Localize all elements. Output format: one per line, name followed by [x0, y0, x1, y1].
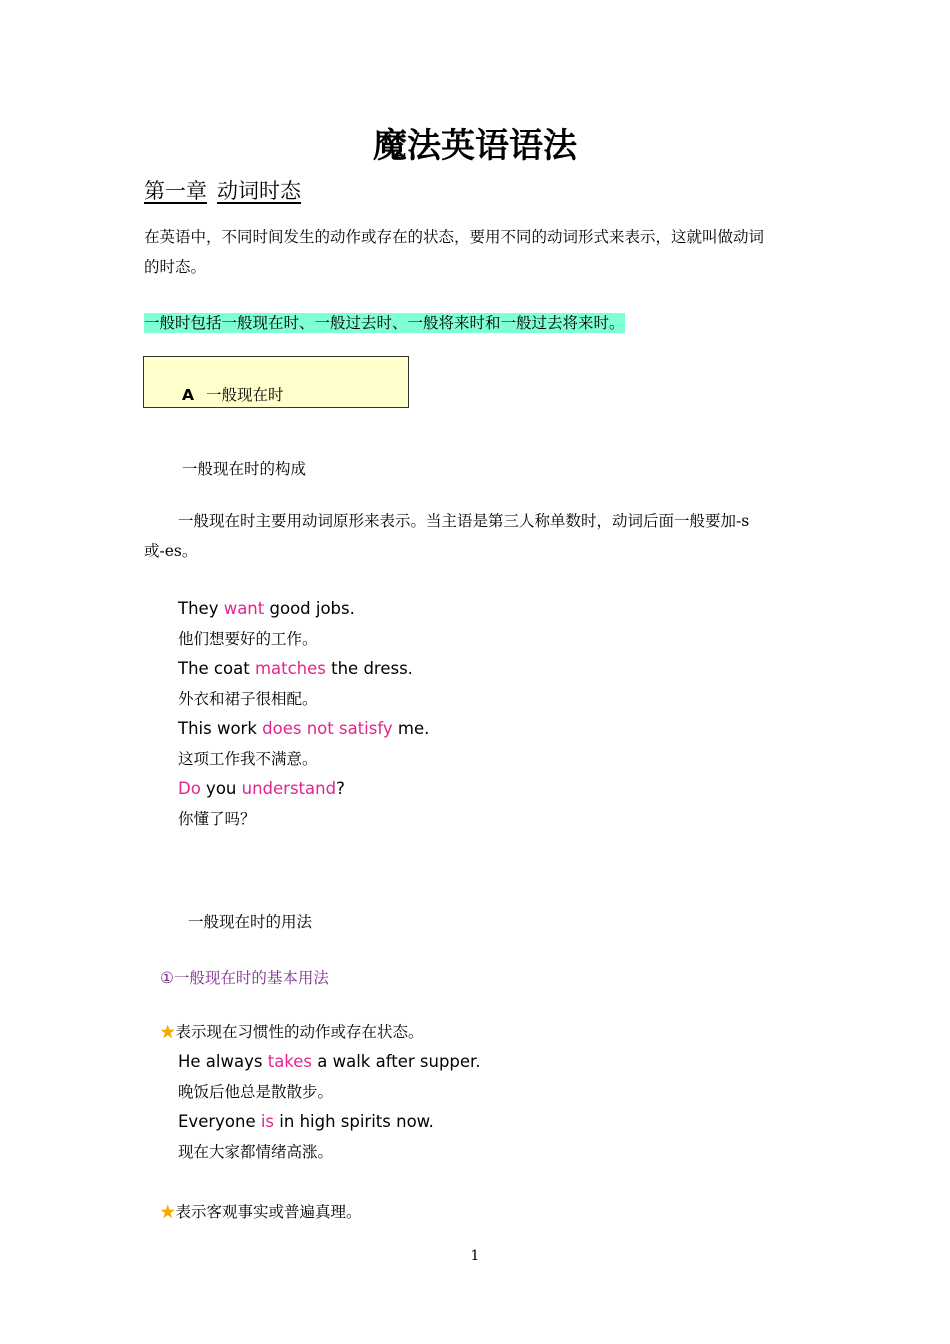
rule-line — [160, 1200, 362, 1222]
section-title: 一般现在时 — [206, 386, 284, 404]
example-sentence — [178, 599, 355, 618]
example-sentence — [178, 1052, 481, 1071]
example-translation: 这项工作我不满意。 — [178, 750, 318, 768]
example-text: good jobs. — [264, 599, 355, 618]
highlight-line — [144, 308, 625, 338]
example-translation: 现在大家都情绪高涨。 — [178, 1143, 334, 1161]
rule-text: 表示客观事实或普遍真理。 — [175, 1203, 362, 1221]
basic-usage-heading: ①一般现在时的基本用法 — [160, 969, 329, 987]
example-text: in high spirits now. — [274, 1112, 434, 1131]
example-text: you — [200, 779, 242, 798]
intro-line-1: 在英语中，不同时间发生的动作或存在的状态，要用不同的动词形式来表示，这就叫做动词 — [144, 228, 765, 246]
example-verb: does not satisfy — [262, 719, 393, 738]
chapter-name: 动词时态 — [217, 179, 301, 203]
page-number: 1 — [470, 1248, 480, 1264]
example-text: Everyone — [178, 1112, 261, 1131]
formation-heading: 一般现在时的构成 — [182, 460, 307, 478]
highlighted-text: 一般时包括一般现在时、一般过去时、一般将来时和一般过去将来时。 — [144, 314, 625, 332]
example-translation: 他们想要好的工作。 — [178, 630, 318, 648]
usage-heading: 一般现在时的用法 — [188, 913, 313, 931]
intro-line-2: 的时态。 — [144, 258, 207, 276]
example-translation: 你懂了吗？ — [178, 810, 256, 828]
example-text: a walk after supper. — [312, 1052, 481, 1071]
example-question — [178, 779, 345, 798]
example-verb: understand — [241, 779, 337, 798]
example-text: ? — [336, 779, 345, 798]
example-text: This work — [178, 719, 263, 738]
star-icon: ★ — [160, 1203, 176, 1221]
example-text: The coat — [178, 659, 255, 678]
rule-line — [160, 1020, 424, 1042]
rule-text: 表示现在习惯性的动作或存在状态。 — [175, 1023, 424, 1041]
example-verb: is — [260, 1112, 275, 1131]
section-letter: A — [182, 386, 194, 404]
document-title: 魔法英语语法 — [373, 126, 577, 166]
example-verb: takes — [267, 1052, 313, 1071]
example-sentence — [178, 719, 429, 738]
example-translation: 晚饭后他总是散散步。 — [178, 1083, 334, 1101]
example-verb: want — [223, 599, 265, 618]
chapter-heading — [144, 175, 301, 205]
example-text: They — [178, 599, 224, 618]
formation-line-2: 或-es。 — [144, 542, 198, 560]
section-label — [182, 383, 284, 405]
example-text: me. — [392, 719, 430, 738]
example-translation: 外衣和裙子很相配。 — [178, 690, 318, 708]
example-text: He always — [178, 1052, 268, 1071]
example-verb: Do — [178, 779, 201, 798]
example-sentence — [178, 1112, 434, 1131]
example-verb: matches — [254, 659, 326, 678]
chapter-number: 第一章 — [144, 179, 207, 203]
formation-line-1: 一般现在时主要用动词原形来表示。当主语是第三人称单数时，动词后面一般要加-s — [178, 512, 750, 530]
example-sentence — [178, 659, 413, 678]
star-icon: ★ — [160, 1023, 176, 1041]
example-text: the dress. — [325, 659, 413, 678]
